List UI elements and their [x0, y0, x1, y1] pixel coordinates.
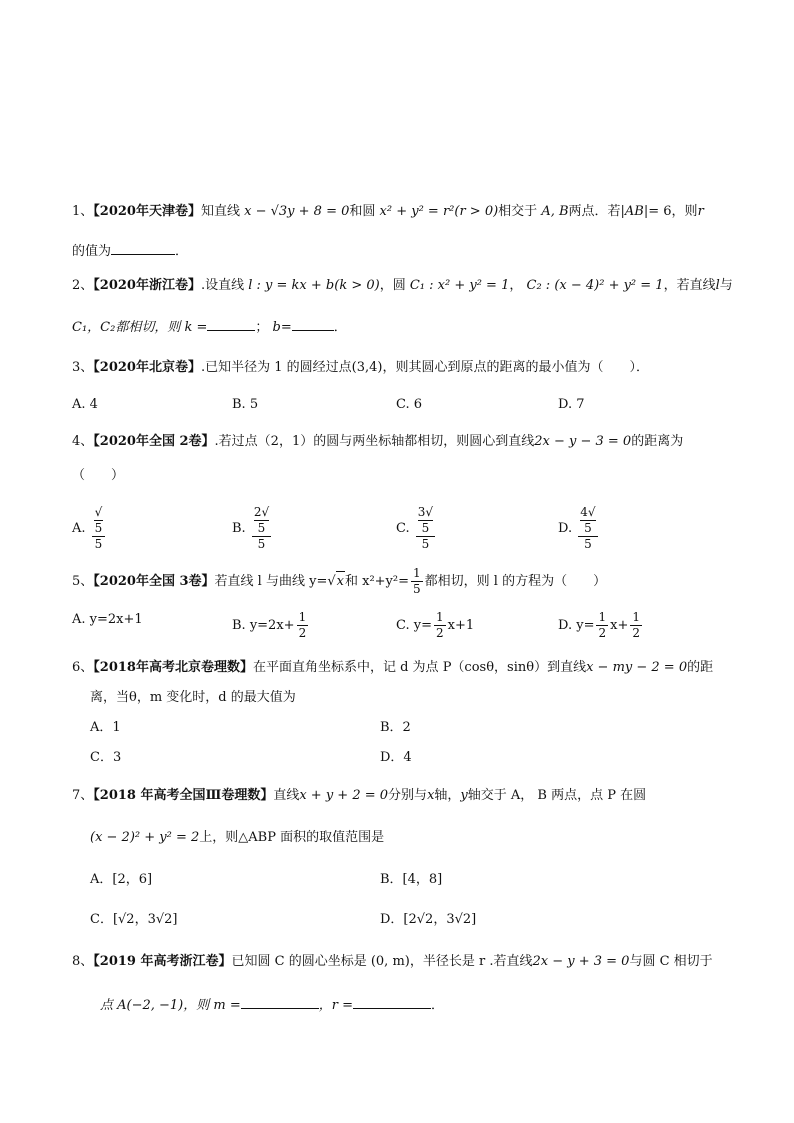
option-b[interactable]: B. 2√ 5 5: [232, 505, 270, 551]
fraction: $\frac{1}{2}$: [436, 610, 444, 640]
option-c[interactable]: C. 6: [396, 397, 423, 412]
equation: C₁ : x² + y² = 1: [409, 278, 510, 293]
equation: (x − 2)² + y² = 2: [90, 830, 200, 845]
answer-blank[interactable]: [292, 316, 334, 331]
option-a[interactable]: A. √ 5 5: [72, 505, 107, 552]
option-b[interactable]: B．2: [380, 720, 411, 735]
answer-blank[interactable]: [111, 240, 175, 255]
option-b[interactable]: B. 5: [232, 397, 259, 412]
equation: x² + y² = r²(r > 0): [379, 204, 499, 219]
question-3-stem: 3、【2020年北京卷】.已知半径为 1 的圆经过点(3,4)，则其圆心到原点的距离的最小值为（ ）．: [72, 360, 649, 375]
question-4-stem: 4、【2020年全国 2卷】.若过点（2，1）的圆与两坐标轴都相切，则圆心到直线2x − y − 3 = 0的距离为: [72, 434, 684, 449]
option-d[interactable]: D. 4√ 5 5: [558, 505, 596, 551]
option-d[interactable]: D．4: [380, 750, 412, 765]
equation: l : y = kx + b(k > 0): [248, 278, 380, 293]
question-5-stem: 5、【2020年全国 3卷】若直线 l 与曲线 y=√x和 x²+y²= $\frac{1}{5}$ 都相切，则 l 的方程为（ ）: [72, 566, 607, 596]
question-6-line-2: 离，当θ，m 变化时，d 的最大值为: [90, 690, 296, 705]
question-tag: 【2018年高考北京卷理数】: [93, 660, 253, 675]
question-tag: 【2020年全国 3卷】: [93, 574, 215, 589]
fraction: 2√ 5 5: [253, 505, 270, 551]
option-a[interactable]: A．[2，6]: [90, 872, 153, 887]
question-1-line-1: 1、【2020年天津卷】知直线 x − √3y + 8 = 0和圆 x² + y² = r²(r > 0)相交于 A, B两点．若|AB|= 6，则r: [72, 204, 704, 219]
answer-blank[interactable]: [207, 316, 255, 331]
equation: x − √3y + 8 = 0: [244, 204, 350, 219]
option-d[interactable]: D．[2√2，3√2]: [380, 912, 477, 927]
question-1-line-2: 的值为 ．: [72, 240, 188, 262]
equation: 2x − y − 3 = 0: [534, 434, 632, 449]
option-d[interactable]: D. 7: [558, 397, 585, 412]
answer-blank[interactable]: [353, 994, 431, 1009]
equation: x + y + 2 = 0: [299, 788, 389, 803]
question-tag: 【2018 年高考全国Ⅲ卷理数】: [93, 788, 274, 803]
fraction: $\frac{1}{2}$: [632, 610, 640, 640]
option-d[interactable]: D. y= $\frac{1}{2}$ x+ $\frac{1}{2}$: [558, 610, 640, 640]
question-tag: 【2019 年高考浙江卷】: [93, 954, 232, 969]
question-7-line-1: 7、【2018 年高考全国Ⅲ卷理数】直线x + y + 2 = 0分别与x轴，y轴交于 A， B 两点，点 P 在圆: [72, 788, 647, 803]
option-c[interactable]: C. 3√ 5 5: [396, 505, 434, 551]
fraction: $\frac{1}{2}$: [298, 610, 307, 640]
option-a[interactable]: A．1: [90, 720, 121, 735]
option-c[interactable]: C．3: [90, 750, 122, 765]
question-tag: 【2020年全国 2卷】: [93, 434, 215, 449]
fraction: √ 5 5: [92, 505, 106, 552]
fraction: $\frac{1}{2}$: [598, 610, 607, 640]
fraction: 4√ 5 5: [580, 505, 596, 551]
question-7-line-2: (x − 2)² + y² = 2上，则△ABP 面积的取值范围是: [90, 830, 385, 845]
question-8-line-1: 8、【2019 年高考浙江卷】已知圆 C 的圆心坐标是 (0, m)，半径长是 r .若直线2x − y + 3 = 0与圆 C 相切于: [72, 954, 713, 969]
option-a[interactable]: A. y=2x+1: [72, 612, 143, 627]
question-6-line-1: 6、【2018年高考北京卷理数】在平面直角坐标系中，记 d 为点 P（cosθ，sinθ）到直线x − my − 2 = 0的距: [72, 660, 714, 675]
question-8-line-2: 点 A(−2, −1)，则 m = ，r = ．: [100, 994, 444, 1016]
option-b[interactable]: B. y=2x+ $\frac{1}{2}$: [232, 610, 307, 640]
answer-blank[interactable]: [241, 994, 319, 1009]
question-tag: 【2020年北京卷】: [93, 360, 201, 375]
option-a[interactable]: A. 4: [72, 397, 98, 412]
equation: C₂ : (x − 4)² + y² = 1: [526, 278, 664, 293]
equation: 2x − y + 3 = 0: [532, 954, 630, 969]
question-2-line-2: C₁，C₂都相切，则 k = ； b= ．: [72, 316, 347, 338]
option-c[interactable]: C. y= $\frac{1}{2}$ x+1: [396, 610, 475, 640]
fraction: $\frac{1}{5}$: [413, 566, 421, 596]
fraction: 3√ 5 5: [417, 505, 434, 551]
question-tag: 【2020年浙江卷】: [93, 278, 201, 293]
question-2-line-1: 2、【2020年浙江卷】.设直线 l : y = kx + b(k > 0)，圆 C₁ : x² + y² = 1， C₂ : (x − 4)² + y² = 1，若直线l与: [72, 278, 733, 293]
equation: x − my − 2 = 0: [586, 660, 688, 675]
option-c[interactable]: C．[√2，3√2]: [90, 912, 178, 927]
answer-paren: （ ）: [72, 468, 125, 483]
question-tag: 【2020年天津卷】: [93, 204, 201, 219]
option-b[interactable]: B．[4，8]: [380, 872, 443, 887]
